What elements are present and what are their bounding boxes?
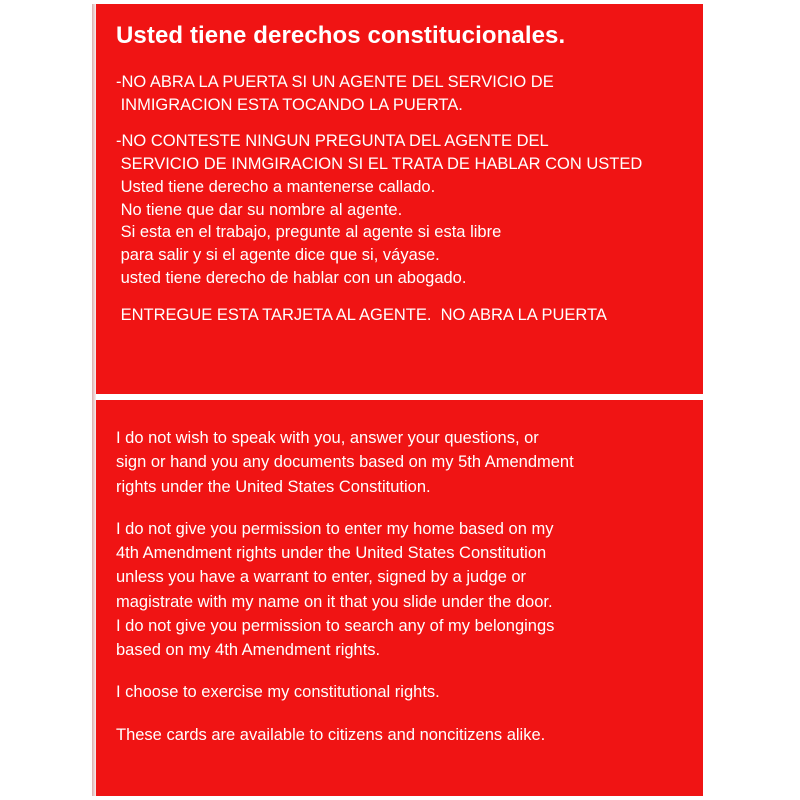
text-line: These cards are available to citizens and noncitizens alike. [116, 725, 546, 744]
text-line: 4th Amendment rights under the United States Constitution [116, 544, 547, 562]
spanish-paragraph-1 [110, 71, 689, 117]
text-line: magistrate with my name on it that you slide under the door. [116, 592, 553, 611]
text-line: I do not wish to speak with you, answer your questions, or [116, 429, 539, 447]
spanish-card-heading: Usted tiene derechos constitucionales. [116, 22, 566, 49]
text-line: Usted tiene derecho a mantenerse callado. [116, 177, 436, 196]
spanish-rights-card [96, 4, 703, 394]
spanish-paragraph-2 [110, 130, 689, 289]
text-line: based on my 4th Amendment rights. [116, 641, 381, 659]
text-line: I do not give you permission to enter my home based on my [116, 519, 554, 538]
spanish-paragraph-3 [110, 304, 689, 327]
english-paragraph-2 [110, 517, 689, 663]
text-line: I do not give you permission to search any of my belongings [116, 616, 555, 635]
text-line: sign or hand you any documents based on my 5th Amendment [116, 453, 574, 472]
text-line: rights under the United States Constitution. [116, 477, 431, 496]
text-line: para salir y si el agente dice que si, váyase. [116, 246, 440, 265]
text-line: I choose to exercise my constitutional rights. [116, 683, 440, 702]
english-paragraph-1 [110, 426, 689, 499]
text-line: unless you have a warrant to enter, signed by a judge or [116, 568, 527, 587]
text-line: INMIGRACION ESTA TOCANDO LA PUERTA. [116, 95, 463, 114]
text-line: ENTREGUE ESTA TARJETA AL AGENTE. NO ABRA LA PUERTA [116, 305, 607, 324]
text-line: -NO CONTESTE NINGUN PREGUNTA DEL AGENTE DEL [116, 132, 549, 151]
english-paragraph-3 [110, 680, 689, 704]
text-line: SERVICIO DE INMGIRACION SI EL TRATA DE HABLAR CON USTED [116, 155, 643, 174]
text-line: No tiene que dar su nombre al agente. [116, 200, 403, 219]
text-line: usted tiene derecho de hablar con un abogado. [116, 268, 467, 287]
text-line: Si esta en el trabajo, pregunte al agente si esta libre [116, 223, 502, 242]
english-paragraph-4 [110, 723, 689, 747]
text-line: -NO ABRA LA PUERTA SI UN AGENTE DEL SERVICIO DE [116, 72, 554, 91]
english-rights-card [96, 400, 703, 796]
